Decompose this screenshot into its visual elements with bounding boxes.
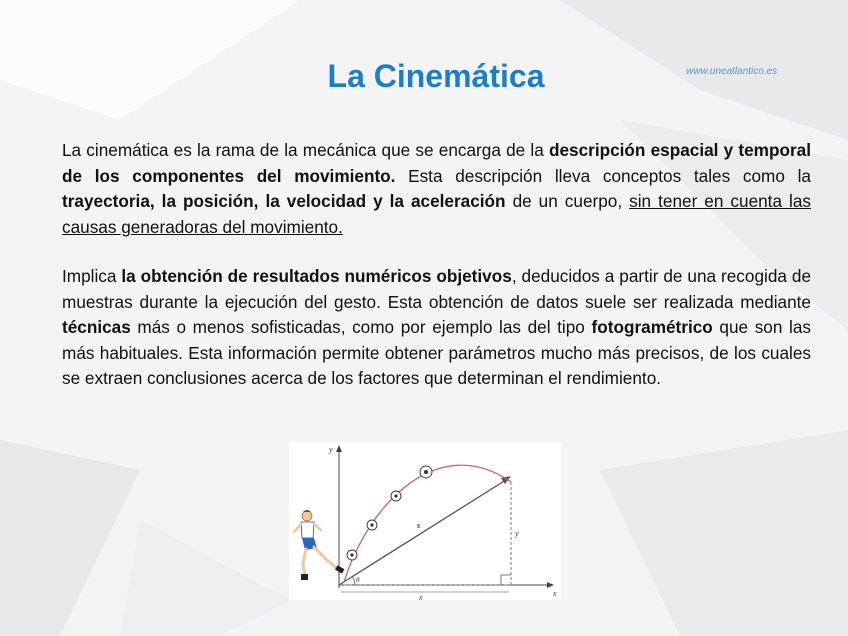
ball-2 [367,520,377,530]
trajectory-diagram [289,442,561,600]
axis-y-label: y [329,445,333,454]
vector-label: s [417,521,421,530]
y-axis-arrow [336,445,342,452]
angle-arc [352,576,355,585]
p1-text-1: La cinemática es la rama de la mecánica que se encarga de la [62,140,549,160]
p1-text-2: Esta descripción lleva conceptos tales como la [395,165,811,186]
width-label: x [419,593,423,600]
p1-bold-2: trayectoria, la posición, la velocidad y la aceleración [62,191,506,212]
p2-text-3: más o menos sofisticadas, como por ejemplo las del tipo [130,317,592,338]
p2-bold-2: técnicas [62,317,131,338]
paragraph-definition [62,138,811,240]
paragraph-methods [62,264,811,392]
p2-text-1: Implica [62,266,122,286]
ball-1 [347,550,357,560]
p1-text-3: de un cuerpo, [505,191,630,212]
p1-underline-1: sin tener en cuenta las causas generadoras del movimiento. [62,191,811,237]
p1-bold-1: descripción espacial y temporal de los componentes del movimiento. [62,140,811,186]
p2-text-4: que son las más habituales. Esta información permite obtener parámetros mucho más precisos, de los cuales se extraen conclusiones acerca de los factores que determinan el rendimiento. [62,317,812,389]
ball-4 [420,466,432,478]
angle-label: θ [356,576,360,584]
ball-3 [391,491,401,501]
website-url: www.uneatlantico.es [686,66,778,77]
p2-bold-1: la obtención de resultados numéricos objetivos [121,266,512,286]
page-title: La Cinemática [327,58,545,94]
x-axis-arrow [547,582,554,588]
displacement-vector [339,478,509,585]
kinematics-figure [289,442,561,600]
axis-x-label: x [553,589,557,598]
p2-text-2: , deducidos a partir de una recogida de muestras durante la ejecución del gesto. Esta obtención de datos suele ser realizada mediante [62,266,812,312]
height-label: y [515,529,519,538]
p2-bold-3: fotogramétrico [591,317,713,338]
right-angle-marker [501,575,511,585]
football-player-icon [294,510,344,580]
